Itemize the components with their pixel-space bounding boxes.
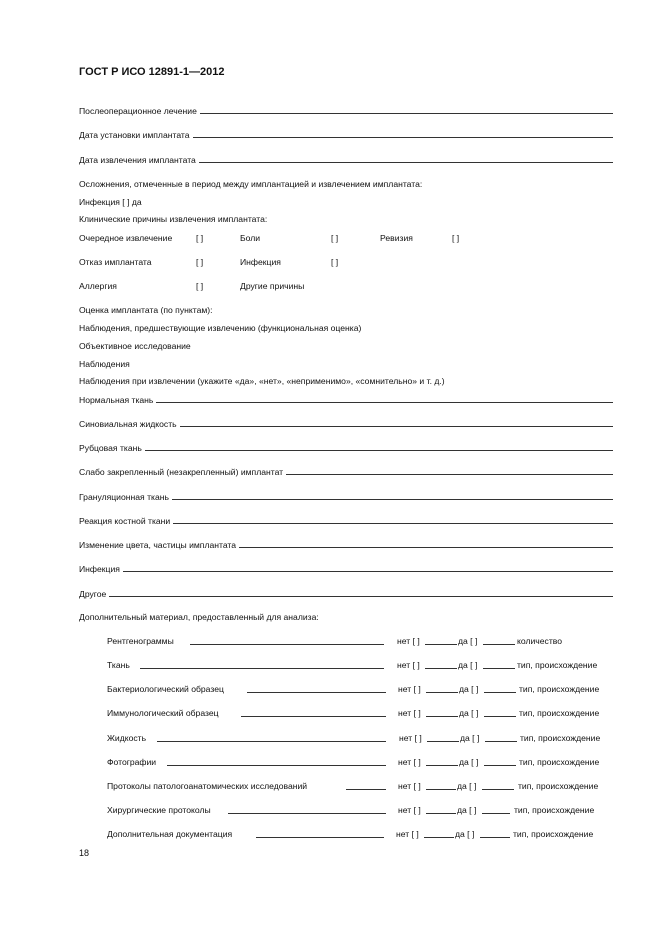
fill-line[interactable]	[484, 683, 516, 693]
fill-line[interactable]	[140, 659, 384, 669]
additional-material-heading: Дополнительный материал, предоставленный для анализа:	[79, 612, 319, 622]
field-label: Синовиальная жидкость	[79, 419, 177, 429]
yes-checkbox[interactable]: да [ ]	[459, 684, 479, 694]
fill-line[interactable]	[426, 804, 456, 814]
reason-infection: Инфекция	[240, 257, 281, 267]
material-row	[107, 804, 612, 816]
fill-line[interactable]	[109, 587, 613, 597]
synovial-fluid-field[interactable]	[79, 417, 613, 429]
reason-routine-removal: Очередное извлечение	[79, 233, 173, 243]
fill-line[interactable]	[200, 104, 613, 114]
yes-checkbox[interactable]: да [ ]	[459, 757, 479, 767]
fill-line[interactable]	[156, 393, 613, 403]
pre-removal-observations: Наблюдения, предшествующие извлечению (функциональная оценка)	[79, 323, 362, 333]
fill-line[interactable]	[426, 780, 456, 790]
material-tail: тип, происхождение	[519, 684, 600, 694]
fill-line[interactable]	[427, 732, 459, 742]
field-label: Слабо закрепленный (незакрепленный) имплантат	[79, 467, 284, 477]
fill-line[interactable]	[256, 828, 384, 838]
complications-heading: Осложнения, отмеченные в период между имплантацией и извлечением имплантата:	[79, 179, 423, 189]
material-tail: тип, происхождение	[519, 757, 600, 767]
material-row	[107, 732, 612, 744]
material-row	[107, 756, 612, 768]
assessment-heading: Оценка имплантата (по пунктам):	[79, 305, 213, 315]
fill-line[interactable]	[286, 465, 613, 475]
yes-checkbox[interactable]: да [ ]	[457, 781, 477, 791]
discoloration-field[interactable]	[79, 538, 613, 550]
field-label: Дата извлечения имплантата	[79, 155, 196, 165]
reason-other: Другие причины	[240, 281, 305, 291]
fill-line[interactable]	[425, 635, 457, 645]
infection-field[interactable]	[79, 562, 613, 574]
material-tail: тип, происхождение	[518, 781, 599, 791]
reason-infection-checkbox[interactable]: [ ]	[331, 257, 339, 267]
fill-line[interactable]	[199, 153, 613, 163]
removal-date-field[interactable]	[79, 153, 613, 165]
material-tail: тип, происхождение	[517, 660, 598, 670]
field-label: Другое	[79, 589, 107, 599]
field-label: Инфекция	[79, 564, 120, 574]
material-row	[107, 635, 612, 647]
fill-line[interactable]	[485, 732, 517, 742]
fill-line[interactable]	[173, 514, 613, 524]
scar-tissue-field[interactable]	[79, 441, 613, 453]
material-row	[107, 828, 612, 840]
bone-reaction-field[interactable]	[79, 514, 613, 526]
yes-checkbox[interactable]: да [ ]	[457, 805, 477, 815]
fill-line[interactable]	[346, 780, 386, 790]
no-checkbox[interactable]: нет [ ]	[398, 708, 421, 718]
material-tail: количество	[517, 636, 562, 646]
fill-line[interactable]	[172, 490, 613, 500]
fill-line[interactable]	[484, 707, 516, 717]
on-removal-observations: Наблюдения при извлечении (укажите «да», «нет», «неприменимо», «сомнительно» и т. д.)	[79, 376, 445, 386]
material-tail: тип, происхождение	[519, 708, 600, 718]
objective-exam: Объективное исследование	[79, 341, 191, 351]
fill-line[interactable]	[247, 683, 386, 693]
reason-routine-removal-checkbox[interactable]: [ ]	[196, 233, 204, 243]
field-label: Реакция костной ткани	[79, 516, 171, 526]
material-label: Хирургические протоколы	[107, 805, 211, 815]
field-label: Нормальная ткань	[79, 395, 154, 405]
material-label: Фотографии	[107, 757, 157, 767]
material-label: Дополнительная документация	[107, 829, 233, 839]
no-checkbox[interactable]: нет [ ]	[396, 829, 419, 839]
material-label: Жидкость	[107, 733, 147, 743]
normal-tissue-field[interactable]	[79, 393, 613, 405]
material-label: Ткань	[107, 660, 130, 670]
material-row	[107, 707, 612, 719]
reason-pain-checkbox[interactable]: [ ]	[331, 233, 339, 243]
material-tail: тип, происхождение	[520, 733, 601, 743]
field-label: Послеоперационное лечение	[79, 106, 197, 116]
no-checkbox[interactable]: нет [ ]	[398, 684, 421, 694]
material-label: Иммунологический образец	[107, 708, 219, 718]
no-checkbox[interactable]: нет [ ]	[398, 781, 421, 791]
reason-implant-failure: Отказ имплантата	[79, 257, 152, 267]
infection-yes-checkbox[interactable]: Инфекция [ ] да	[79, 197, 142, 207]
fill-line[interactable]	[482, 780, 514, 790]
no-checkbox[interactable]: нет [ ]	[397, 660, 420, 670]
fill-line[interactable]	[426, 707, 458, 717]
reason-allergy: Аллергия	[79, 281, 117, 291]
fill-line[interactable]	[167, 756, 386, 766]
material-tail: тип, происхождение	[513, 829, 594, 839]
fill-line[interactable]	[239, 538, 613, 548]
field-label: Дата установки имплантата	[79, 130, 190, 140]
page-header-title: ГОСТ Р ИСО 12891-1—2012	[79, 66, 225, 78]
fill-line[interactable]	[228, 804, 386, 814]
fill-line[interactable]	[145, 441, 613, 451]
reason-revision: Ревизия	[380, 233, 413, 243]
fill-line[interactable]	[484, 756, 516, 766]
reason-implant-failure-checkbox[interactable]: [ ]	[196, 257, 204, 267]
observations-heading: Наблюдения	[79, 359, 130, 369]
material-tail: тип, происхождение	[514, 805, 595, 815]
yes-checkbox[interactable]: да [ ]	[458, 636, 478, 646]
fill-line[interactable]	[241, 707, 386, 717]
fill-line[interactable]	[190, 635, 384, 645]
reason-pain: Боли	[240, 233, 261, 243]
material-row	[107, 659, 612, 671]
material-label: Бактериологический образец	[107, 684, 224, 694]
other-field[interactable]	[79, 587, 613, 599]
fill-line[interactable]	[425, 659, 457, 669]
page-number: 18	[79, 848, 90, 858]
fill-line[interactable]	[157, 732, 386, 742]
fill-line[interactable]	[123, 562, 613, 572]
fill-line[interactable]	[426, 683, 458, 693]
material-row	[107, 683, 612, 695]
reason-allergy-checkbox[interactable]: [ ]	[196, 281, 204, 291]
fill-line[interactable]	[193, 128, 613, 138]
reason-revision-checkbox[interactable]: [ ]	[452, 233, 460, 243]
material-label: Протоколы патологоанатомических исследований	[107, 781, 308, 791]
implant-date-field[interactable]	[79, 128, 613, 140]
no-checkbox[interactable]: нет [ ]	[398, 805, 421, 815]
material-row	[107, 780, 612, 792]
field-label: Грануляционная ткань	[79, 492, 169, 502]
fill-line[interactable]	[482, 804, 510, 814]
yes-checkbox[interactable]: да [ ]	[459, 708, 479, 718]
no-checkbox[interactable]: нет [ ]	[399, 733, 422, 743]
yes-checkbox[interactable]: да [ ]	[455, 829, 475, 839]
no-checkbox[interactable]: нет [ ]	[398, 757, 421, 767]
fill-line[interactable]	[480, 828, 510, 838]
clinical-reasons-heading: Клинические причины извлечения имплантата:	[79, 214, 268, 224]
material-label: Рентгенограммы	[107, 636, 174, 646]
no-checkbox[interactable]: нет [ ]	[397, 636, 420, 646]
fill-line[interactable]	[180, 417, 613, 427]
granulation-tissue-field[interactable]	[79, 490, 613, 502]
yes-checkbox[interactable]: да [ ]	[460, 733, 480, 743]
field-label: Изменение цвета, частицы имплантата	[79, 540, 237, 550]
fill-line[interactable]	[426, 756, 458, 766]
yes-checkbox[interactable]: да [ ]	[458, 660, 478, 670]
fill-line[interactable]	[483, 635, 515, 645]
loose-implant-field[interactable]	[79, 465, 613, 477]
fill-line[interactable]	[483, 659, 515, 669]
field-label: Рубцовая ткань	[79, 443, 142, 453]
fill-line[interactable]	[424, 828, 454, 838]
postop-treatment-field[interactable]	[79, 104, 613, 116]
